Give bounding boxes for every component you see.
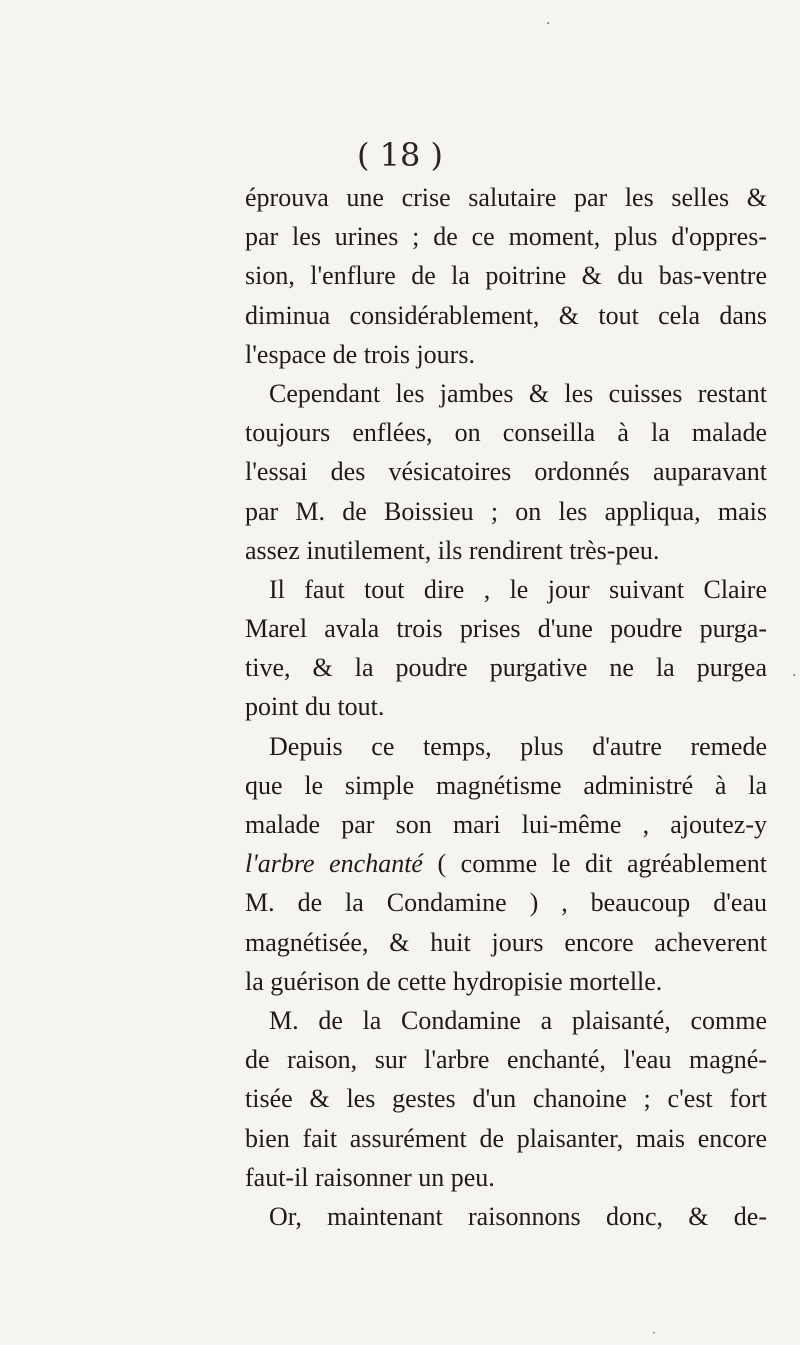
text-line: M. de la Condamine ) , beaucoup d'eau	[245, 888, 767, 918]
text-line: diminua considérablement, & tout cela dans	[245, 300, 767, 330]
text-line: Il faut tout dire , le jour suivant Claire	[269, 574, 767, 604]
italic-phrase: l'arbre enchanté	[245, 849, 423, 879]
text-line: de raison, sur l'arbre enchanté, l'eau magné-	[245, 1045, 767, 1075]
text-line: assez inutilement, ils rendirent très-peu.	[245, 535, 660, 565]
text-line: Or, maintenant raisonnons donc, & de-	[269, 1201, 767, 1231]
text-line: par M. de Boissieu ; on les appliqua, mais	[245, 496, 767, 526]
text-line: M. de la Condamine a plaisanté, comme	[269, 1005, 767, 1035]
text-line: Marel avala trois prises d'une poudre purga-	[245, 614, 767, 644]
margin-mark: ·	[546, 16, 551, 32]
text-line: Cependant les jambes & les cuisses restant	[269, 378, 767, 408]
text-line: que le simple magnétisme administré à la	[245, 770, 767, 800]
text-line: tive, & la poudre purgative ne la purgea	[245, 653, 767, 683]
text-line: éprouva une crise salutaire par les selles &	[245, 183, 767, 212]
text-line: l'essai des vésicatoires ordonnés auparavant	[245, 457, 767, 487]
text-line: sion, l'enflure de la poitrine & du bas-ventre	[245, 261, 767, 291]
margin-mark: ·	[792, 668, 797, 684]
text-line: l'arbre enchanté ( comme le dit agréablement	[245, 849, 767, 879]
text-line: point du tout.	[245, 692, 385, 722]
text-line: la guérison de cette hydropisie mortelle.	[245, 966, 663, 996]
text-line: par les urines ; de ce moment, plus d'oppres-	[245, 222, 767, 252]
text-line: Depuis ce temps, plus d'autre remede	[269, 731, 767, 761]
text-line: faut-il raisonner un peu.	[245, 1162, 495, 1192]
text-line: malade par son mari lui-même , ajoutez-y	[245, 810, 767, 839]
page-number: ( 18 )	[356, 136, 444, 174]
text-line: toujours enflées, on conseilla à la malade	[245, 418, 767, 448]
margin-mark: ·	[652, 1326, 656, 1340]
body-text	[245, 178, 767, 1236]
text-line: magnétisée, & huit jours encore acheverent	[245, 927, 767, 957]
text-line: bien fait assurément de plaisanter, mais encore	[245, 1123, 767, 1153]
text-line: l'espace de trois jours.	[245, 339, 475, 369]
text-line: tisée & les gestes d'un chanoine ; c'est fort	[245, 1084, 767, 1114]
